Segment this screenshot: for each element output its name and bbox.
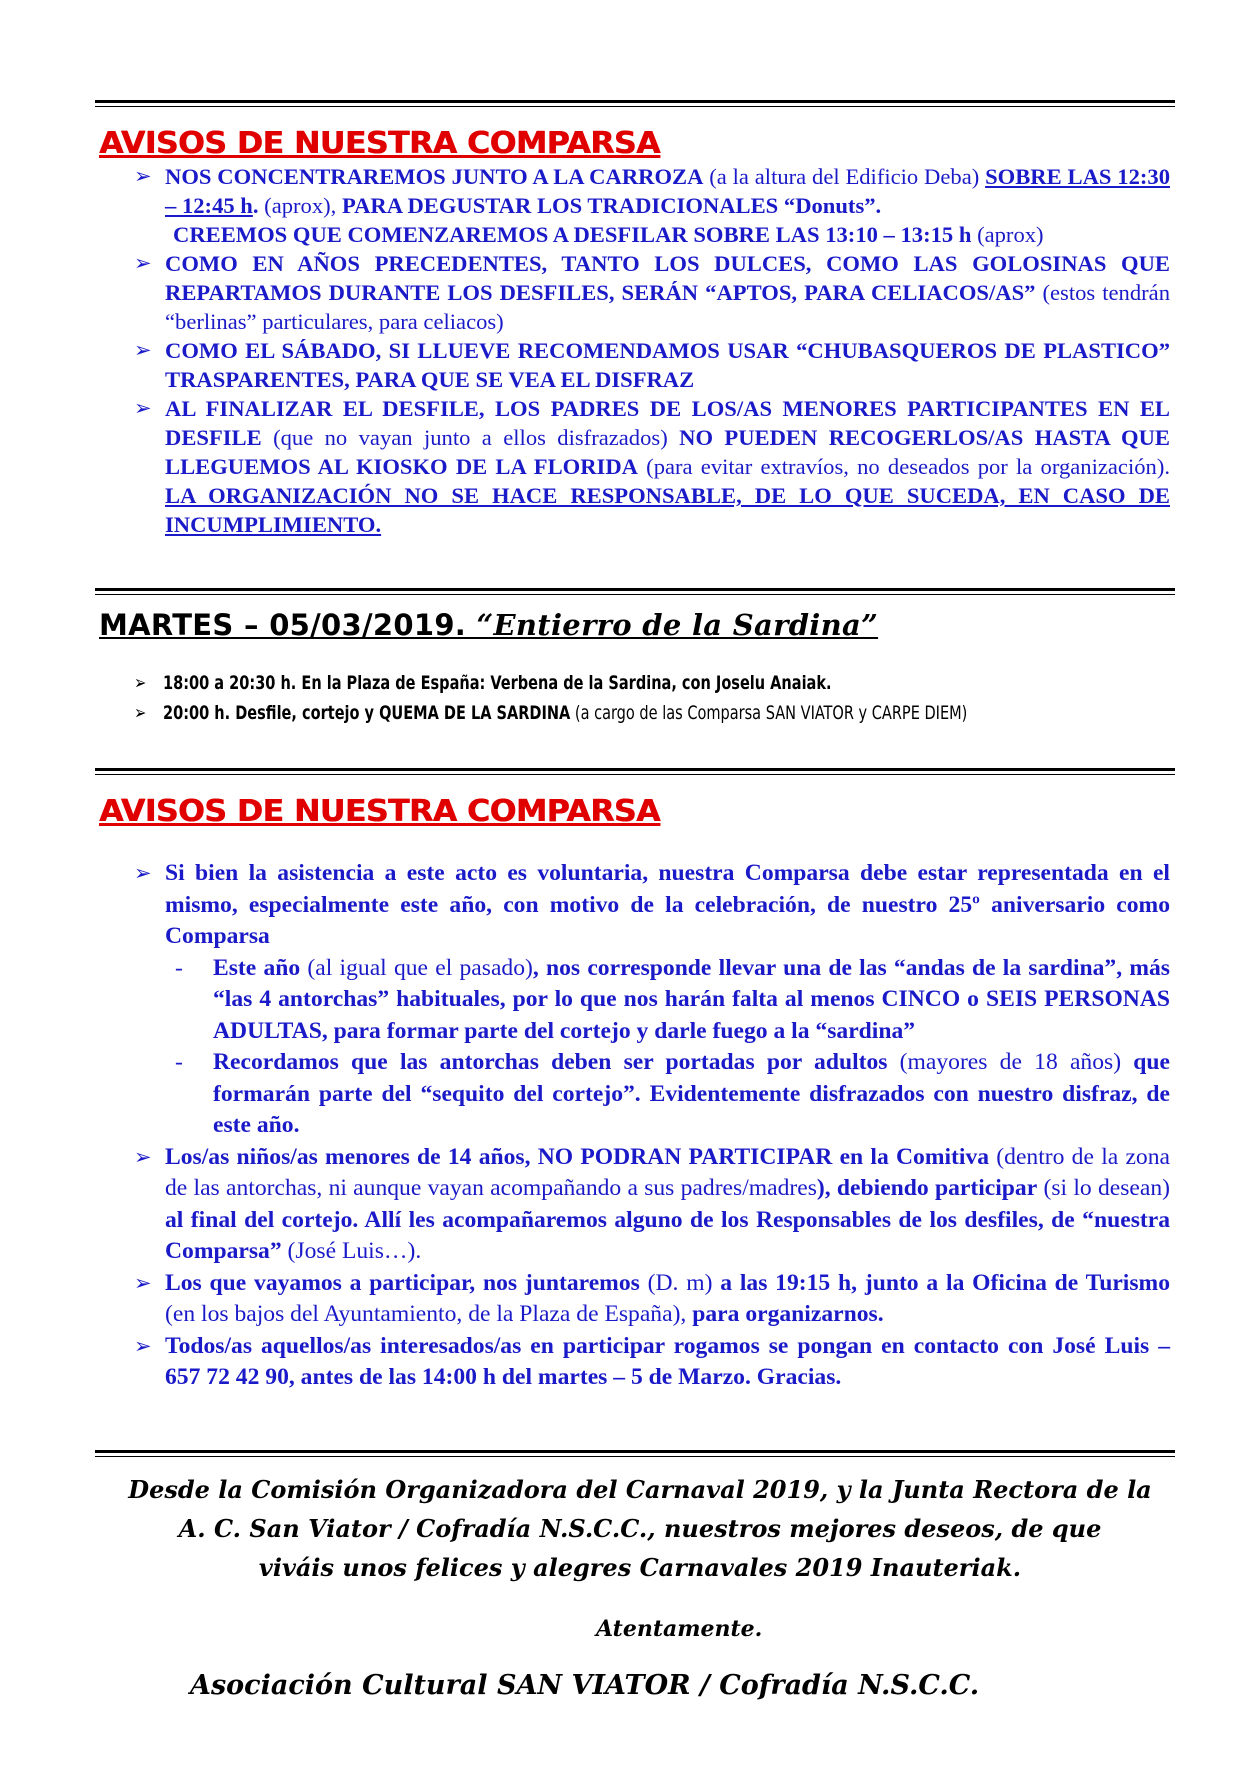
bullet-arrow-icon: ➢	[134, 702, 147, 724]
item-text: para organizarnos.	[692, 1301, 884, 1327]
item-text: (para evitar extravíos, no deseados por la organización).	[637, 454, 1170, 479]
list-item	[134, 1268, 1170, 1331]
list-item	[134, 1331, 1170, 1394]
list-item	[134, 336, 1170, 394]
item-text: LA ORGANIZACIÓN NO SE HACE RESPONSABLE, DE LO QUE SUCEDA, EN CASO DE INCUMPLIMIENTO.	[165, 483, 1170, 537]
item-text: COMO EL SÁBADO, SI LLUEVE RECOMENDAMOS USAR “CHUBASQUEROS DE PLASTICO” TRASPARENTES, PARA QUE SE VEA EL DISFRAZ	[165, 338, 1170, 392]
bullet-arrow-icon: ➢	[134, 1270, 152, 1295]
bullet-arrow-icon: ➢	[134, 861, 152, 885]
bullet-arrow-icon: ➢	[134, 396, 152, 420]
section2-list	[134, 858, 1171, 1394]
bullet-arrow-icon: ➢	[134, 1144, 152, 1169]
item-text: (en los bajos del Ayuntamiento, de la Plaza de España),	[165, 1301, 693, 1327]
item-text: Los que vayamos a participar, nos juntaremos	[165, 1269, 640, 1296]
event-item	[134, 672, 832, 694]
closing-line: A. C. San Viator / Cofradía N.S.C.C., nuestros mejores deseos, de que	[178, 1514, 1102, 1543]
item-text: Los/as niños/as menores de 14 años, NO PODRAN PARTICIPAR en la Comitiva	[165, 1143, 990, 1170]
item-text: AL FINALIZAR EL DESFILE, LOS PADRES DE LOS/AS MENORES PARTICIPANTES EN EL DESFILE	[165, 396, 1170, 450]
section1-heading: AVISOS DE NUESTRA COMPARSA	[99, 126, 660, 161]
item-text: Recordamos que las antorchas deben ser portadas por adultos	[213, 1049, 888, 1075]
closing-message	[100, 1470, 1180, 1587]
item-text: ), debiendo participar	[816, 1175, 1038, 1201]
bullet-arrow-icon: ➢	[134, 251, 152, 275]
item-text: CREEMOS QUE COMENZAREMOS A DESFILAR SOBRE LAS 13:10 – 13:15 h	[173, 222, 972, 247]
item-text: (José Luis…).	[281, 1238, 422, 1264]
regards: Atentamente.	[596, 1616, 763, 1642]
closing-line: viváis unos felices y alegres Carnavales 2019 Inauteriak.	[258, 1553, 1022, 1582]
item-text: (al igual que el pasado)	[300, 954, 533, 981]
item-text: al final del cortejo. Allí les acompañaremos alguno de los Responsables de los desfiles, de “nuestra Comparsa”	[165, 1206, 1170, 1264]
item-text: .	[252, 193, 259, 218]
item-line	[165, 220, 1170, 249]
bullet-arrow-icon: ➢	[134, 338, 152, 362]
list-item	[134, 1142, 1171, 1268]
closing-line: Desde la Comisión Organizadora del Carnaval 2019, y la Junta Rectora de la	[128, 1475, 1152, 1504]
item-text: Todos/as aquellos/as interesados/as en participar rogamos se pongan en contacto con José Luis – 657 72 42 90, antes de las 14:00 h del martes – 5 de Marzo. Gracias.	[165, 1332, 1170, 1390]
dash-bullet: -	[175, 1049, 183, 1075]
event-text: 18:00 a 20:30 h. En la Plaza de España: Verbena de la Sardina, con Joselu Anaiak.	[163, 672, 832, 694]
bullet-arrow-icon: ➢	[134, 672, 147, 694]
section1-list	[134, 162, 1170, 539]
item-text: Si bien la asistencia a este acto es voluntaria, nuestra Comparsa debe estar representada en el mismo, especialmente este año, con motivo de la celebración, de nuestro 25º aniversario como Comparsa	[165, 860, 1170, 949]
event-text: (a cargo de las Comparsa SAN VIATOR y CARPE DIEM)	[570, 702, 968, 724]
item-text: Este año	[213, 954, 301, 981]
item-text: (dentro de la zona de las antorchas, ni aunque vayan acompañando a sus padres/madres	[165, 1143, 1171, 1201]
item-text: (si lo desean)	[1037, 1175, 1170, 1201]
item-text: (mayores de 18 años)	[887, 1049, 1134, 1075]
item-text: a las 19:15 h, junto a la Oficina de Turismo	[720, 1269, 1170, 1296]
list-item	[134, 249, 1170, 336]
item-text: (estos tendrán “berlinas” particulares, para celiacos)	[165, 280, 1170, 334]
divider	[95, 100, 1175, 107]
list-item	[134, 858, 1170, 953]
item-text: COMO EN AÑOS PRECEDENTES, TANTO LOS DULCES, COMO LAS GOLOSINAS QUE REPARTAMOS DURANTE LOS DESFILES, SERÁN “APTOS, PARA CELIACOS/AS”	[165, 251, 1170, 305]
item-text: que formarán parte del “sequito del cortejo”. Evidentemente disfrazados con nuestro disfraz, de este año.	[213, 1049, 1170, 1138]
event-day-heading	[99, 608, 878, 642]
item-text: (a la altura del Edificio Deba)	[703, 164, 986, 189]
item-text: NO PUEDEN RECOGERLOS/AS HASTA QUE LLEGUEMOS AL KIOSKO DE LA FLORIDA	[165, 425, 1170, 479]
divider	[95, 1450, 1175, 1457]
item-text: NOS CONCENTRAREMOS JUNTO A LA CARROZA	[165, 164, 704, 189]
item-text: (aprox)	[971, 222, 1044, 247]
section2-heading: AVISOS DE NUESTRA COMPARSA	[99, 794, 660, 829]
signature: Asociación Cultural SAN VIATOR / Cofradía N.S.C.C.	[190, 1670, 980, 1701]
event-item	[134, 702, 968, 724]
event-date: MARTES – 05/03/2019.	[99, 608, 477, 642]
dash-bullet: -	[175, 954, 183, 981]
divider	[95, 768, 1175, 775]
sub-item	[175, 953, 1170, 1048]
item-text: PARA DEGUSTAR LOS TRADICIONALES “Donuts”.	[341, 193, 882, 218]
list-item	[134, 162, 1170, 249]
item-text: (que no vayan junto a ellos disfrazados)	[261, 425, 680, 450]
item-text: , nos corresponde llevar una de las “andas de la sardina”, más “las 4 antorchas” habituales, por lo que nos harán falta al menos CINCO o SEIS PERSONAS ADULTAS, para formar parte del cortejo y darle fuego a la “sardina”	[213, 954, 1170, 1044]
item-text: (aprox),	[258, 193, 342, 218]
bullet-arrow-icon: ➢	[134, 164, 152, 188]
sub-item	[175, 1047, 1170, 1142]
list-item	[134, 394, 1170, 539]
event-text: 20:00 h. Desfile, cortejo y QUEMA DE LA SARDINA	[163, 702, 571, 724]
divider	[95, 588, 1175, 595]
event-title: “Entierro de la Sardina”	[476, 608, 879, 642]
item-text: SOBRE LAS 12:30 – 12:45 h	[165, 164, 1170, 218]
bullet-arrow-icon: ➢	[134, 1333, 152, 1358]
item-text: (D. m)	[639, 1269, 721, 1296]
